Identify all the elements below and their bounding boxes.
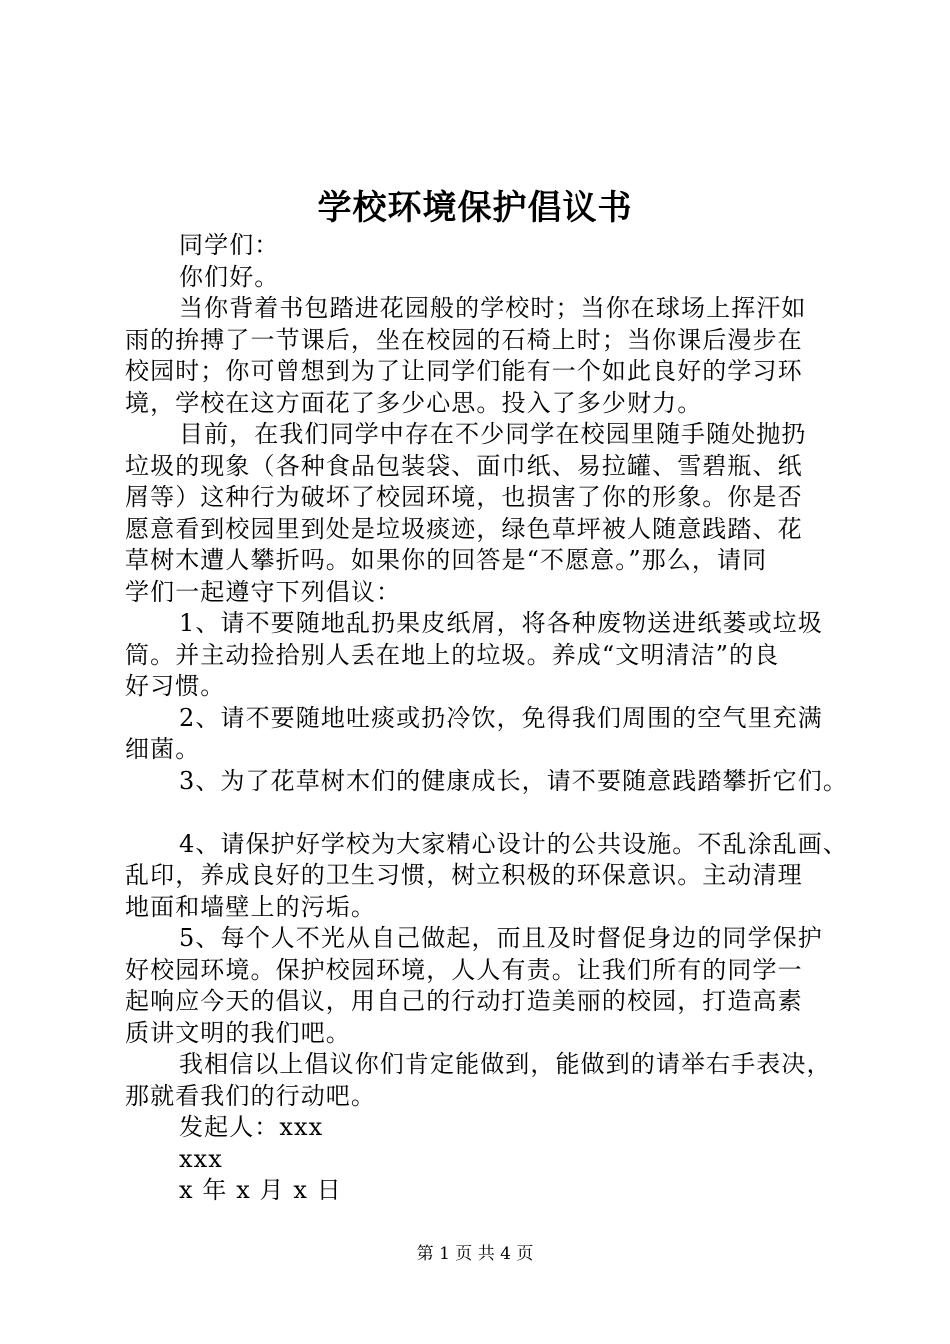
closing-line: 那就看我们的行动吧。 bbox=[125, 1081, 376, 1110]
paragraph-line: 校园时；你可曾想到为了让同学们能有一个如此良好的学习环 bbox=[125, 357, 803, 385]
paragraph-line: 垃圾的现象（各种食品包装袋、面巾纸、易拉罐、雪碧瓶、纸 bbox=[125, 451, 803, 480]
blank-line bbox=[125, 797, 845, 829]
date-line: x 年 x 月 x 日 bbox=[179, 1176, 342, 1204]
proposal-line: 地面和墙壁上的污垢。 bbox=[125, 892, 376, 921]
paragraph-line: 学们一起遵守下列倡议： bbox=[125, 577, 402, 606]
page-footer: 第 1 页 共 4 页 bbox=[416, 1244, 534, 1264]
document-title: 学校环境保护倡议书 bbox=[317, 188, 633, 228]
proposal-line: 4、请保护好学校为大家精心设计的公共设施。不乱涂乱画、 bbox=[179, 829, 848, 858]
closing-line: 我相信以上倡议你们肯定能做到，能做到的请举右手表决， bbox=[179, 1050, 832, 1078]
proposal-line: 1、请不要随地乱扔果皮纸屑，将各种废物送进纸蒌或垃圾 bbox=[179, 609, 823, 637]
paragraph-line: 境，学校在这方面花了多少心思。投入了多少财力。 bbox=[125, 388, 703, 417]
paragraph-line: 草树木遭人攀折吗。如果你的回答是“不愿意。”那么，请同 bbox=[125, 546, 768, 574]
proposal-line: 好习惯。 bbox=[125, 672, 226, 700]
proposal-line: 3、为了花草树木们的健康成长，请不要随意践踏攀折它们。 bbox=[179, 766, 848, 795]
paragraph-line: 当你背着书包踏进花园般的学校时；当你在球场上挥汗如 bbox=[179, 294, 807, 322]
paragraph-line: 屑等）这种行为破坏了校园环境，也损害了你的形象。你是否 bbox=[125, 483, 803, 511]
proposal-line: 5、每个人不光从自己做起，而且及时督促身边的同学保护 bbox=[179, 924, 823, 952]
salutation: 你们好。 bbox=[179, 262, 280, 291]
paragraph-line: 愿意看到校园里到处是垃圾痰迹，绿色草坪被人随意践踏、花 bbox=[125, 514, 803, 543]
paragraph-line: 雨的拚搏了一节课后，坐在校园的石椅上时；当你课后漫步在 bbox=[125, 325, 803, 354]
initiator-label: 发起人：xxx bbox=[179, 1113, 324, 1141]
proposal-line: 2、请不要随地吐痰或扔冷饮，免得我们周围的空气里充满 bbox=[179, 703, 823, 732]
proposal-line: 细菌。 bbox=[125, 735, 201, 763]
document-body bbox=[125, 230, 848, 1207]
initiator-name: xxx bbox=[179, 1144, 223, 1173]
proposal-line: 质讲文明的我们吧。 bbox=[125, 1018, 351, 1047]
proposal-line: 乱印，养成良好的卫生习惯，树立积极的环保意识。主动清理 bbox=[125, 861, 803, 889]
paragraph-line: 目前，在我们同学中存在不少同学在校园里随手随处抛扔 bbox=[179, 420, 807, 448]
proposal-line: 好校园环境。保护校园环境，人人有责。让我们所有的同学一 bbox=[125, 955, 803, 984]
proposal-line: 筒。并主动捡拾别人丢在地上的垃圾。养成“文明清洁”的良 bbox=[125, 640, 780, 669]
greeting: 同学们： bbox=[179, 231, 280, 259]
proposal-line: 起响应今天的倡议，用自己的行动打造美丽的校园，打造高素 bbox=[125, 987, 803, 1015]
